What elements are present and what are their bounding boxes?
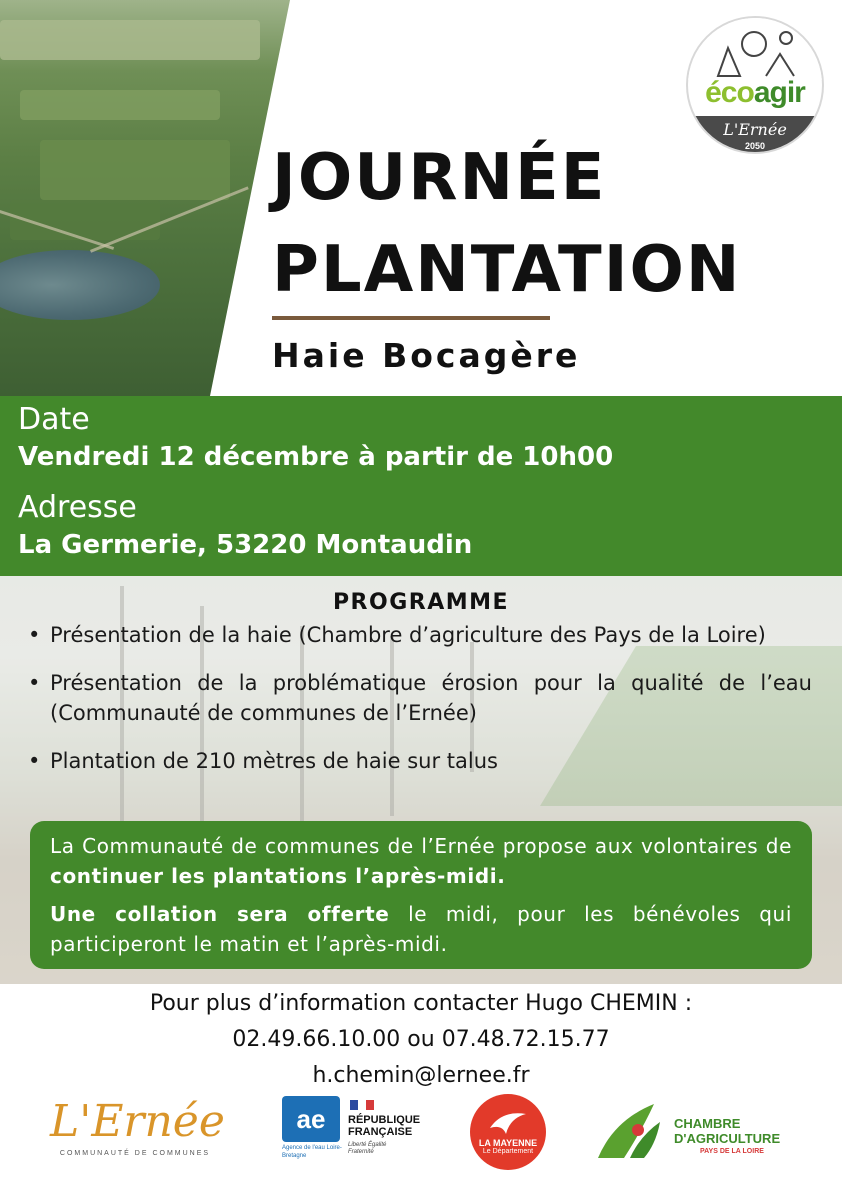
agence-eau-logo — [282, 1096, 422, 1168]
address-label: Adresse — [18, 490, 137, 525]
photo-field — [0, 20, 260, 60]
program-list — [28, 620, 812, 794]
list-item-text: Présentation de la haie (Chambre d’agriculture des Pays de la Loire) — [50, 623, 766, 647]
title-divider — [272, 316, 550, 320]
logo-illustration — [688, 18, 822, 80]
lernee-subtitle: COMMUNAUTÉ DE COMMUNES — [59, 1150, 211, 1157]
chambre-agriculture-logo — [594, 1098, 794, 1168]
event-info-band — [0, 396, 842, 576]
list-item-text: Plantation de 210 mètres de haie sur talus — [50, 749, 498, 773]
aerial-photo — [0, 0, 300, 396]
bullet-icon: • — [28, 749, 41, 773]
photo-field — [40, 140, 230, 200]
agence-mark: ae — [282, 1096, 340, 1142]
callout-emphasis: continuer les plantations l’après-midi. — [50, 864, 506, 888]
contact-phones: 02.49.66.10.00 ou 07.48.72.15.77 — [232, 1027, 610, 1052]
list-item — [28, 620, 812, 650]
page-title — [272, 132, 741, 316]
chambre-region: PAYS DE LA LOIRE — [700, 1148, 764, 1155]
callout-emphasis: Une collation sera offerte — [50, 902, 390, 926]
agence-caption: Agence de l'eau Loire-Bretagne — [282, 1145, 342, 1159]
volunteer-callout — [30, 821, 812, 969]
list-item — [28, 668, 812, 728]
partner-logos — [0, 1094, 842, 1174]
callout-paragraph-1 — [50, 831, 792, 891]
republique-title: RÉPUBLIQUE FRANÇAISE — [348, 1114, 421, 1138]
title-line-2: PLANTATION — [272, 233, 742, 307]
mayenne-logo — [470, 1094, 546, 1170]
bullet-icon: • — [28, 623, 41, 647]
mayenne-subtitle: Le Département — [482, 1148, 534, 1155]
chambre-title: CHAMBRE D'AGRICULTURE — [674, 1116, 781, 1146]
photo-field — [20, 90, 220, 120]
lernee-logo — [50, 1094, 225, 1169]
list-item-text: Présentation de la problématique érosion pour la qualité de l’eau (Communauté de communes de l’Ernée) — [50, 671, 812, 725]
date-label: Date — [18, 402, 90, 437]
logo-agir: agir — [753, 76, 805, 109]
list-item — [28, 746, 812, 776]
mayenne-title: LA MAYENNE — [478, 1138, 538, 1148]
mayenne-bird-icon — [488, 1108, 528, 1142]
callout-text: La Communauté de communes de l’Ernée propose aux volontaires de — [50, 834, 792, 858]
bullet-icon: • — [28, 671, 41, 695]
logo-eco: éco — [705, 76, 754, 109]
lernee-wordmark: L'Ernée — [50, 1096, 225, 1147]
lake — [0, 250, 160, 320]
logo-name: L'Ernée — [723, 120, 787, 139]
contact-email[interactable]: h.chemin@lernee.fr — [312, 1063, 530, 1088]
chambre-leaf-icon — [594, 1100, 664, 1162]
logo-drawing-icon — [688, 18, 822, 80]
title-line-1: JOURNÉE — [272, 141, 607, 215]
logo-year: 2050 — [744, 141, 766, 151]
page-subtitle: Haie Bocagère — [272, 336, 581, 375]
program-section — [0, 576, 842, 984]
date-value: Vendredi 12 décembre à partir de 10h00 — [18, 442, 614, 472]
callout-text: le midi, pour les bénévoles qui participeront le matin et l’après-midi. — [50, 902, 792, 956]
callout-paragraph-2 — [50, 899, 792, 959]
republique-motto: Liberté Égalité Fraternité — [348, 1142, 387, 1155]
address-value: La Germerie, 53220 Montaudin — [18, 530, 473, 560]
contact-block — [0, 986, 842, 1094]
logo-wordmark — [688, 76, 822, 110]
marianne-flag-icon — [350, 1100, 374, 1110]
contact-intro: Pour plus d’information contacter Hugo CHEMIN : — [149, 991, 693, 1016]
program-heading: PROGRAMME — [332, 590, 510, 615]
